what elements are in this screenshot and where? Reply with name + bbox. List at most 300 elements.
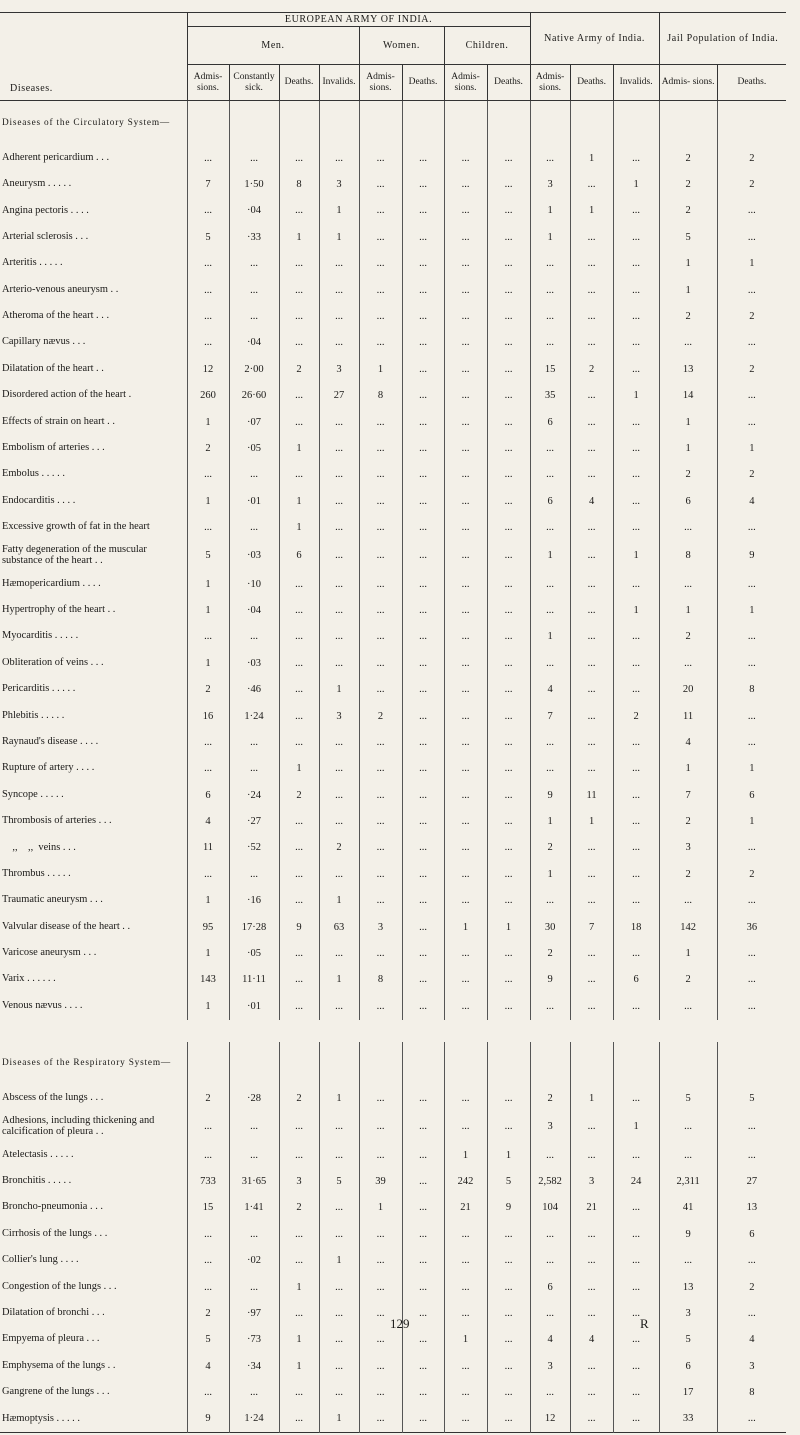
- table-cell: ...: [444, 383, 487, 409]
- table-cell: ...: [717, 198, 786, 224]
- table-cell: ...: [570, 383, 613, 409]
- table-cell: ...: [402, 330, 444, 356]
- table-cell: 6: [659, 1353, 717, 1379]
- table-cell: ...: [444, 624, 487, 650]
- table-cell: ...: [444, 514, 487, 540]
- table-cell: ...: [229, 861, 279, 887]
- table-cell: 2: [659, 145, 717, 171]
- table-cell: 6: [717, 1221, 786, 1247]
- table-cell: ...: [444, 435, 487, 461]
- table-row: [0, 1142, 786, 1168]
- table-cell: 95: [187, 914, 229, 940]
- table-cell: ...: [402, 650, 444, 676]
- table-cell: ...: [319, 303, 359, 329]
- table-cell: ...: [359, 145, 402, 171]
- table-cell: 2: [717, 171, 786, 197]
- table-cell: ...: [402, 1112, 444, 1142]
- table-cell: ...: [402, 409, 444, 435]
- table-cell: ...: [570, 650, 613, 676]
- disease-name: Hæmoptysis . . . . .: [0, 1406, 187, 1433]
- disease-name: Endocarditis . . . .: [0, 488, 187, 514]
- table-cell: ...: [613, 1406, 659, 1433]
- table-cell: ...: [570, 171, 613, 197]
- table-cell: 13: [717, 1195, 786, 1221]
- table-cell: ...: [444, 1112, 487, 1142]
- table-cell: ...: [613, 650, 659, 676]
- table-cell: ...: [279, 277, 319, 303]
- table-cell: ...: [402, 1168, 444, 1194]
- table-cell: 1: [717, 251, 786, 277]
- table-cell: ...: [279, 808, 319, 834]
- table-row: [0, 861, 786, 887]
- table-cell: 1: [613, 541, 659, 571]
- table-cell: ...: [279, 303, 319, 329]
- table-cell: ...: [229, 729, 279, 755]
- table-cell: ...: [717, 224, 786, 250]
- table-cell: 9: [279, 914, 319, 940]
- table-cell: ...: [359, 330, 402, 356]
- table-row: [0, 1195, 786, 1221]
- table-cell: 1: [187, 888, 229, 914]
- table-cell: ...: [279, 251, 319, 277]
- table-cell: 2: [359, 703, 402, 729]
- table-cell: ...: [613, 729, 659, 755]
- table-cell: ...: [279, 729, 319, 755]
- table-cell: ...: [613, 861, 659, 887]
- table-cell: ...: [444, 356, 487, 382]
- section-heading-row: [0, 101, 786, 146]
- table-cell: 5: [659, 224, 717, 250]
- table-cell: 1: [279, 224, 319, 250]
- table-cell: 1: [319, 888, 359, 914]
- table-cell: ...: [487, 224, 530, 250]
- table-cell: ...: [279, 145, 319, 171]
- table-cell: 2: [187, 676, 229, 702]
- table-cell: ...: [444, 1406, 487, 1433]
- table-cell: ...: [402, 967, 444, 993]
- table-cell: ...: [570, 597, 613, 623]
- table-cell: 2: [659, 171, 717, 197]
- disease-name: Varix . . . . . .: [0, 967, 187, 993]
- table-row: [0, 597, 786, 623]
- native-deaths-header: Deaths.: [570, 65, 613, 101]
- table-cell: ...: [717, 703, 786, 729]
- table-cell: 2: [659, 861, 717, 887]
- table-cell: 27: [717, 1168, 786, 1194]
- table-cell: ...: [444, 571, 487, 597]
- table-cell: 11·11: [229, 967, 279, 993]
- table-cell: ...: [570, 1112, 613, 1142]
- table-cell: ...: [359, 1300, 402, 1326]
- table-cell: ...: [613, 1327, 659, 1353]
- table-cell: 1: [717, 808, 786, 834]
- table-cell: ...: [402, 808, 444, 834]
- table-cell: ...: [487, 888, 530, 914]
- table-cell: 1: [530, 198, 570, 224]
- table-cell: ...: [402, 914, 444, 940]
- table-cell: ...: [359, 1247, 402, 1273]
- table-cell: ...: [444, 861, 487, 887]
- table-cell: ...: [613, 676, 659, 702]
- table-cell: 2: [717, 861, 786, 887]
- table-cell: ·05: [229, 940, 279, 966]
- table-cell: 1: [717, 756, 786, 782]
- table-cell: ...: [187, 330, 229, 356]
- table-cell: 3: [319, 703, 359, 729]
- table-cell: 1: [530, 808, 570, 834]
- table-cell: ...: [444, 330, 487, 356]
- disease-name: ,, ,, veins . . .: [0, 835, 187, 861]
- table-cell: ...: [402, 782, 444, 808]
- table-cell: ...: [187, 1112, 229, 1142]
- european-army-heading: EUROPEAN ARMY OF INDIA.: [187, 13, 530, 27]
- disease-name: Thrombosis of arteries . . .: [0, 808, 187, 834]
- table-cell: ...: [570, 277, 613, 303]
- table-cell: ...: [530, 145, 570, 171]
- table-cell: 1: [487, 1142, 530, 1168]
- table-cell: ...: [444, 1379, 487, 1405]
- table-cell: ...: [319, 1195, 359, 1221]
- table-cell: ...: [613, 1247, 659, 1273]
- table-cell: 1: [530, 541, 570, 571]
- women-heading: Women.: [359, 27, 444, 65]
- table-cell: ·10: [229, 571, 279, 597]
- table-cell: ·27: [229, 808, 279, 834]
- table-cell: ...: [717, 1112, 786, 1142]
- table-cell: ...: [530, 251, 570, 277]
- table-cell: 2: [279, 782, 319, 808]
- table-cell: 3: [319, 171, 359, 197]
- table-cell: ·02: [229, 1247, 279, 1273]
- table-cell: ...: [359, 198, 402, 224]
- table-cell: 2: [659, 303, 717, 329]
- table-cell: 6: [717, 782, 786, 808]
- table-cell: 8: [359, 383, 402, 409]
- table-cell: ...: [613, 888, 659, 914]
- table-cell: ...: [487, 514, 530, 540]
- table-cell: ...: [319, 409, 359, 435]
- table-cell: 6: [530, 1274, 570, 1300]
- table-row: [0, 914, 786, 940]
- table-cell: ...: [359, 756, 402, 782]
- table-cell: ...: [402, 1327, 444, 1353]
- table-cell: ·52: [229, 835, 279, 861]
- table-cell: ...: [530, 1142, 570, 1168]
- table-row: [0, 1086, 786, 1112]
- native-army-heading: Native Army of India.: [530, 13, 659, 65]
- disease-name: Excessive growth of fat in the heart: [0, 514, 187, 540]
- table-cell: ...: [359, 861, 402, 887]
- table-cell: 4: [717, 488, 786, 514]
- table-cell: 2: [659, 624, 717, 650]
- table-cell: 35: [530, 383, 570, 409]
- table-cell: ...: [279, 1112, 319, 1142]
- table-cell: ·01: [229, 488, 279, 514]
- disease-name: Adhesions, including thickening and calcification of pleura . .: [0, 1112, 187, 1142]
- disease-name: Arterio-venous aneurysm . .: [0, 277, 187, 303]
- table-cell: 30: [530, 914, 570, 940]
- table-cell: 7: [570, 914, 613, 940]
- table-cell: 5: [319, 1168, 359, 1194]
- table-cell: ...: [613, 782, 659, 808]
- table-cell: ...: [613, 1300, 659, 1326]
- men-invalids-header: Invalids.: [319, 65, 359, 101]
- table-cell: 3: [359, 914, 402, 940]
- table-cell: 104: [530, 1195, 570, 1221]
- table-cell: ...: [444, 1353, 487, 1379]
- table-cell: ...: [487, 756, 530, 782]
- table-cell: ...: [402, 198, 444, 224]
- table-cell: ...: [530, 756, 570, 782]
- table-cell: ...: [444, 251, 487, 277]
- table-cell: ...: [319, 1379, 359, 1405]
- disease-name: Myocarditis . . . . .: [0, 624, 187, 650]
- table-cell: ...: [359, 1086, 402, 1112]
- table-cell: 3: [570, 1168, 613, 1194]
- table-cell: ·24: [229, 782, 279, 808]
- table-cell: ...: [229, 251, 279, 277]
- table-cell: ...: [487, 277, 530, 303]
- table-cell: 2: [613, 703, 659, 729]
- table-cell: ...: [229, 756, 279, 782]
- native-invalids-header: Invalids.: [613, 65, 659, 101]
- table-cell: 1: [570, 1086, 613, 1112]
- table-cell: ...: [444, 993, 487, 1019]
- table-cell: 1: [187, 940, 229, 966]
- table-cell: ...: [444, 940, 487, 966]
- table-cell: ...: [402, 729, 444, 755]
- table-cell: ...: [279, 571, 319, 597]
- table-cell: 15: [530, 356, 570, 382]
- table-cell: ...: [570, 1300, 613, 1326]
- table-cell: 4: [570, 488, 613, 514]
- table-cell: 1: [487, 914, 530, 940]
- table-cell: 1: [187, 409, 229, 435]
- table-cell: ...: [530, 650, 570, 676]
- table-cell: 2·00: [229, 356, 279, 382]
- signature-mark: R: [640, 1316, 649, 1332]
- table-cell: ·33: [229, 224, 279, 250]
- table-cell: ...: [570, 729, 613, 755]
- table-cell: ...: [229, 277, 279, 303]
- table-cell: ...: [717, 940, 786, 966]
- table-row: [0, 356, 786, 382]
- table-row: [0, 940, 786, 966]
- table-cell: ...: [187, 462, 229, 488]
- table-cell: ...: [487, 383, 530, 409]
- table-cell: 242: [444, 1168, 487, 1194]
- table-cell: ...: [402, 1142, 444, 1168]
- table-cell: ...: [487, 171, 530, 197]
- table-cell: ...: [570, 514, 613, 540]
- disease-name: Hæmopericardium . . . .: [0, 571, 187, 597]
- table-cell: ...: [359, 1406, 402, 1433]
- table-cell: ...: [717, 409, 786, 435]
- disease-name: Embolism of arteries . . .: [0, 435, 187, 461]
- table-cell: ...: [359, 224, 402, 250]
- table-cell: ...: [530, 729, 570, 755]
- women-admissions-header: Admis- sions.: [359, 65, 402, 101]
- table-row: [0, 224, 786, 250]
- table-cell: 6: [279, 541, 319, 571]
- table-cell: ...: [359, 650, 402, 676]
- table-row: [0, 330, 786, 356]
- table-cell: ...: [659, 1247, 717, 1273]
- table-cell: ...: [487, 198, 530, 224]
- table-cell: 1: [444, 1142, 487, 1168]
- table-cell: ...: [279, 703, 319, 729]
- table-cell: ...: [444, 703, 487, 729]
- table-cell: 9: [530, 782, 570, 808]
- table-cell: ...: [717, 1300, 786, 1326]
- table-cell: ...: [359, 462, 402, 488]
- table-cell: 63: [319, 914, 359, 940]
- table-row: [0, 888, 786, 914]
- table-cell: ...: [613, 940, 659, 966]
- table-cell: 36: [717, 914, 786, 940]
- table-cell: ...: [319, 650, 359, 676]
- statistics-table: [0, 12, 786, 1435]
- table-cell: 39: [359, 1168, 402, 1194]
- table-cell: ...: [359, 303, 402, 329]
- table-cell: 2: [530, 1086, 570, 1112]
- table-cell: ...: [279, 835, 319, 861]
- table-cell: 1: [613, 383, 659, 409]
- table-cell: 1: [319, 967, 359, 993]
- table-cell: ...: [402, 1353, 444, 1379]
- table-cell: ...: [402, 1221, 444, 1247]
- table-cell: ...: [570, 251, 613, 277]
- table-cell: ·28: [229, 1086, 279, 1112]
- table-cell: ...: [717, 571, 786, 597]
- diseases-heading: Diseases.: [0, 13, 187, 101]
- table-cell: ·01: [229, 993, 279, 1019]
- table-cell: ...: [487, 808, 530, 834]
- table-cell: ...: [659, 571, 717, 597]
- table-cell: 2: [659, 198, 717, 224]
- disease-name: Collier's lung . . . .: [0, 1247, 187, 1273]
- table-cell: ...: [487, 541, 530, 571]
- table-cell: 1: [659, 435, 717, 461]
- table-cell: 1: [187, 597, 229, 623]
- table-cell: ...: [487, 1379, 530, 1405]
- disease-name: Venous nævus . . . .: [0, 993, 187, 1019]
- table-cell: ...: [570, 1221, 613, 1247]
- table-cell: 4: [530, 676, 570, 702]
- table-row: [0, 488, 786, 514]
- table-cell: 1: [187, 650, 229, 676]
- table-cell: ·04: [229, 198, 279, 224]
- table-cell: 2,311: [659, 1168, 717, 1194]
- table-cell: ...: [487, 251, 530, 277]
- table-cell: ...: [613, 1274, 659, 1300]
- table-cell: ...: [487, 145, 530, 171]
- table-cell: ...: [444, 1274, 487, 1300]
- table-cell: ...: [279, 462, 319, 488]
- table-cell: ...: [402, 676, 444, 702]
- table-cell: 33: [659, 1406, 717, 1433]
- table-cell: 2: [279, 1086, 319, 1112]
- table-cell: 5: [187, 1327, 229, 1353]
- table-cell: ...: [229, 145, 279, 171]
- disease-name: Syncope . . . . .: [0, 782, 187, 808]
- table-cell: 1: [659, 277, 717, 303]
- table-row: [0, 1168, 786, 1194]
- table-cell: ...: [444, 835, 487, 861]
- table-cell: ·03: [229, 650, 279, 676]
- table-cell: ...: [187, 198, 229, 224]
- table-cell: ...: [444, 650, 487, 676]
- table-cell: ...: [659, 650, 717, 676]
- table-cell: ...: [279, 1406, 319, 1433]
- table-cell: ...: [359, 940, 402, 966]
- table-cell: ...: [319, 1142, 359, 1168]
- table-cell: ...: [402, 462, 444, 488]
- table-cell: ...: [487, 729, 530, 755]
- table-cell: 2: [187, 1300, 229, 1326]
- jail-deaths-header: Deaths.: [717, 65, 786, 101]
- table-cell: ...: [359, 835, 402, 861]
- table-cell: 1: [319, 1406, 359, 1433]
- table-row: [0, 782, 786, 808]
- table-cell: ...: [487, 303, 530, 329]
- table-row: [0, 1379, 786, 1405]
- disease-name: Broncho-pneumonia . . .: [0, 1195, 187, 1221]
- table-cell: 1: [444, 914, 487, 940]
- table-cell: 143: [187, 967, 229, 993]
- table-cell: 2: [530, 835, 570, 861]
- table-cell: ...: [187, 624, 229, 650]
- table-cell: ...: [229, 1221, 279, 1247]
- table-row: [0, 1247, 786, 1273]
- women-deaths-header: Deaths.: [402, 65, 444, 101]
- table-cell: ...: [319, 1221, 359, 1247]
- table-cell: ...: [487, 1247, 530, 1273]
- table-cell: ...: [717, 967, 786, 993]
- disease-name: Angina pectoris . . . .: [0, 198, 187, 224]
- table-cell: ...: [229, 303, 279, 329]
- table-cell: ...: [717, 993, 786, 1019]
- table-cell: ...: [319, 756, 359, 782]
- table-cell: ...: [319, 462, 359, 488]
- table-cell: ...: [444, 488, 487, 514]
- table-row: [0, 756, 786, 782]
- table-cell: ...: [279, 409, 319, 435]
- table-cell: ...: [402, 251, 444, 277]
- jail-population-heading: Jail Population of India.: [659, 13, 786, 65]
- table-cell: ...: [279, 967, 319, 993]
- table-cell: 2: [717, 145, 786, 171]
- table-row: [0, 571, 786, 597]
- table-cell: ...: [570, 462, 613, 488]
- table-cell: ...: [319, 1112, 359, 1142]
- table-cell: 1: [659, 597, 717, 623]
- table-cell: ...: [187, 861, 229, 887]
- table-cell: 2: [279, 356, 319, 382]
- table-cell: ...: [444, 277, 487, 303]
- disease-name: Effects of strain on heart . .: [0, 409, 187, 435]
- table-cell: 1: [570, 198, 613, 224]
- table-cell: 260: [187, 383, 229, 409]
- table-cell: ...: [359, 1221, 402, 1247]
- table-cell: 1: [530, 861, 570, 887]
- table-cell: ...: [319, 541, 359, 571]
- table-cell: ...: [279, 624, 319, 650]
- children-deaths-header: Deaths.: [487, 65, 530, 101]
- table-row: [0, 541, 786, 571]
- table-cell: ...: [717, 277, 786, 303]
- table-cell: ...: [359, 888, 402, 914]
